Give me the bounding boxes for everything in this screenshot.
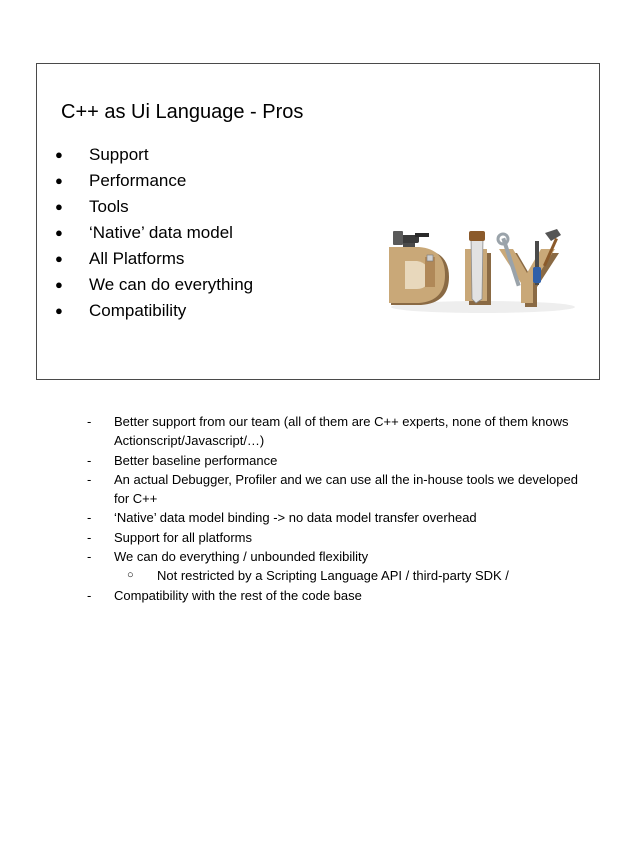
- circle-bullet-icon: ○: [127, 569, 134, 582]
- slide-frame: [36, 63, 600, 380]
- slide-title: C++ as Ui Language - Pros: [61, 101, 304, 123]
- saw-icon: [471, 237, 483, 303]
- bullet-label: ‘Native’ data model: [89, 223, 233, 242]
- hammer-icon: [545, 229, 561, 241]
- dash-marker: -: [87, 471, 92, 487]
- bullet-dot-icon: ●: [55, 173, 63, 188]
- bullet-performance: [54, 168, 253, 194]
- speaker-notes-list: [87, 412, 587, 605]
- bullet-dot-icon: ●: [55, 225, 63, 240]
- dash-marker: -: [87, 414, 92, 429]
- bullet-tools: [54, 194, 253, 220]
- saw-handle-icon: [469, 231, 485, 241]
- vise-icon: [393, 231, 429, 249]
- note-sub-item: [87, 566, 587, 585]
- bullet-dot-icon: ●: [55, 277, 63, 292]
- bullet-label: We can do everything: [89, 275, 254, 294]
- bullet-label: Support: [89, 145, 149, 164]
- dash-marker: -: [87, 529, 92, 545]
- bullet-label: Tools: [89, 197, 129, 216]
- note-text: We can do everything / unbounded flexibility: [114, 549, 369, 565]
- note-text: Compatibility with the rest of the code base: [114, 587, 362, 603]
- note-text: Support for all platforms: [114, 529, 253, 545]
- bullet-native-data-model: [54, 220, 253, 246]
- bullet-label: Performance: [89, 171, 187, 190]
- bullet-label: Compatibility: [89, 301, 187, 320]
- dash-marker: -: [87, 549, 92, 565]
- bullet-all-platforms: [54, 246, 253, 272]
- bullet-dot-icon: ●: [55, 303, 63, 318]
- diy-letter-d: [389, 247, 449, 305]
- note-item: [87, 586, 587, 605]
- bullet-label: All Platforms: [89, 249, 185, 268]
- note-item: [87, 470, 587, 509]
- bullet-dot-icon: ●: [55, 251, 63, 266]
- bullet-compatibility: [54, 298, 253, 324]
- bullet-we-can-do-everything: [54, 272, 253, 298]
- note-item: [87, 451, 587, 470]
- note-item: [87, 412, 587, 451]
- note-text: Not restricted by a Scripting Language API / third-party SDK /: [157, 568, 509, 584]
- dash-marker: -: [87, 510, 92, 526]
- note-text: ‘Native’ data model binding -> no data model transfer overhead: [114, 510, 477, 526]
- bullet-dot-icon: ●: [55, 199, 63, 214]
- diy-letter-i: [465, 231, 491, 305]
- dash-marker: -: [87, 452, 92, 468]
- note-text: Better baseline performance: [114, 452, 278, 468]
- bullet-dot-icon: ●: [55, 147, 63, 162]
- dash-marker: -: [87, 587, 92, 603]
- bullet-support: [54, 142, 253, 168]
- diy-tools-illustration-icon: [385, 227, 575, 317]
- note-text: An actual Debugger, Profiler and we can use all the in-house tools we developed for C++: [114, 471, 578, 507]
- note-text: Better support from our team (all of them are C++ experts, none of them knows Actionscript/Javascript/…): [114, 414, 569, 449]
- note-item: [87, 508, 587, 527]
- note-item: [87, 528, 587, 547]
- note-item: [87, 547, 587, 566]
- slide-bullet-list: [54, 142, 253, 324]
- diy-letter-y: [498, 229, 561, 307]
